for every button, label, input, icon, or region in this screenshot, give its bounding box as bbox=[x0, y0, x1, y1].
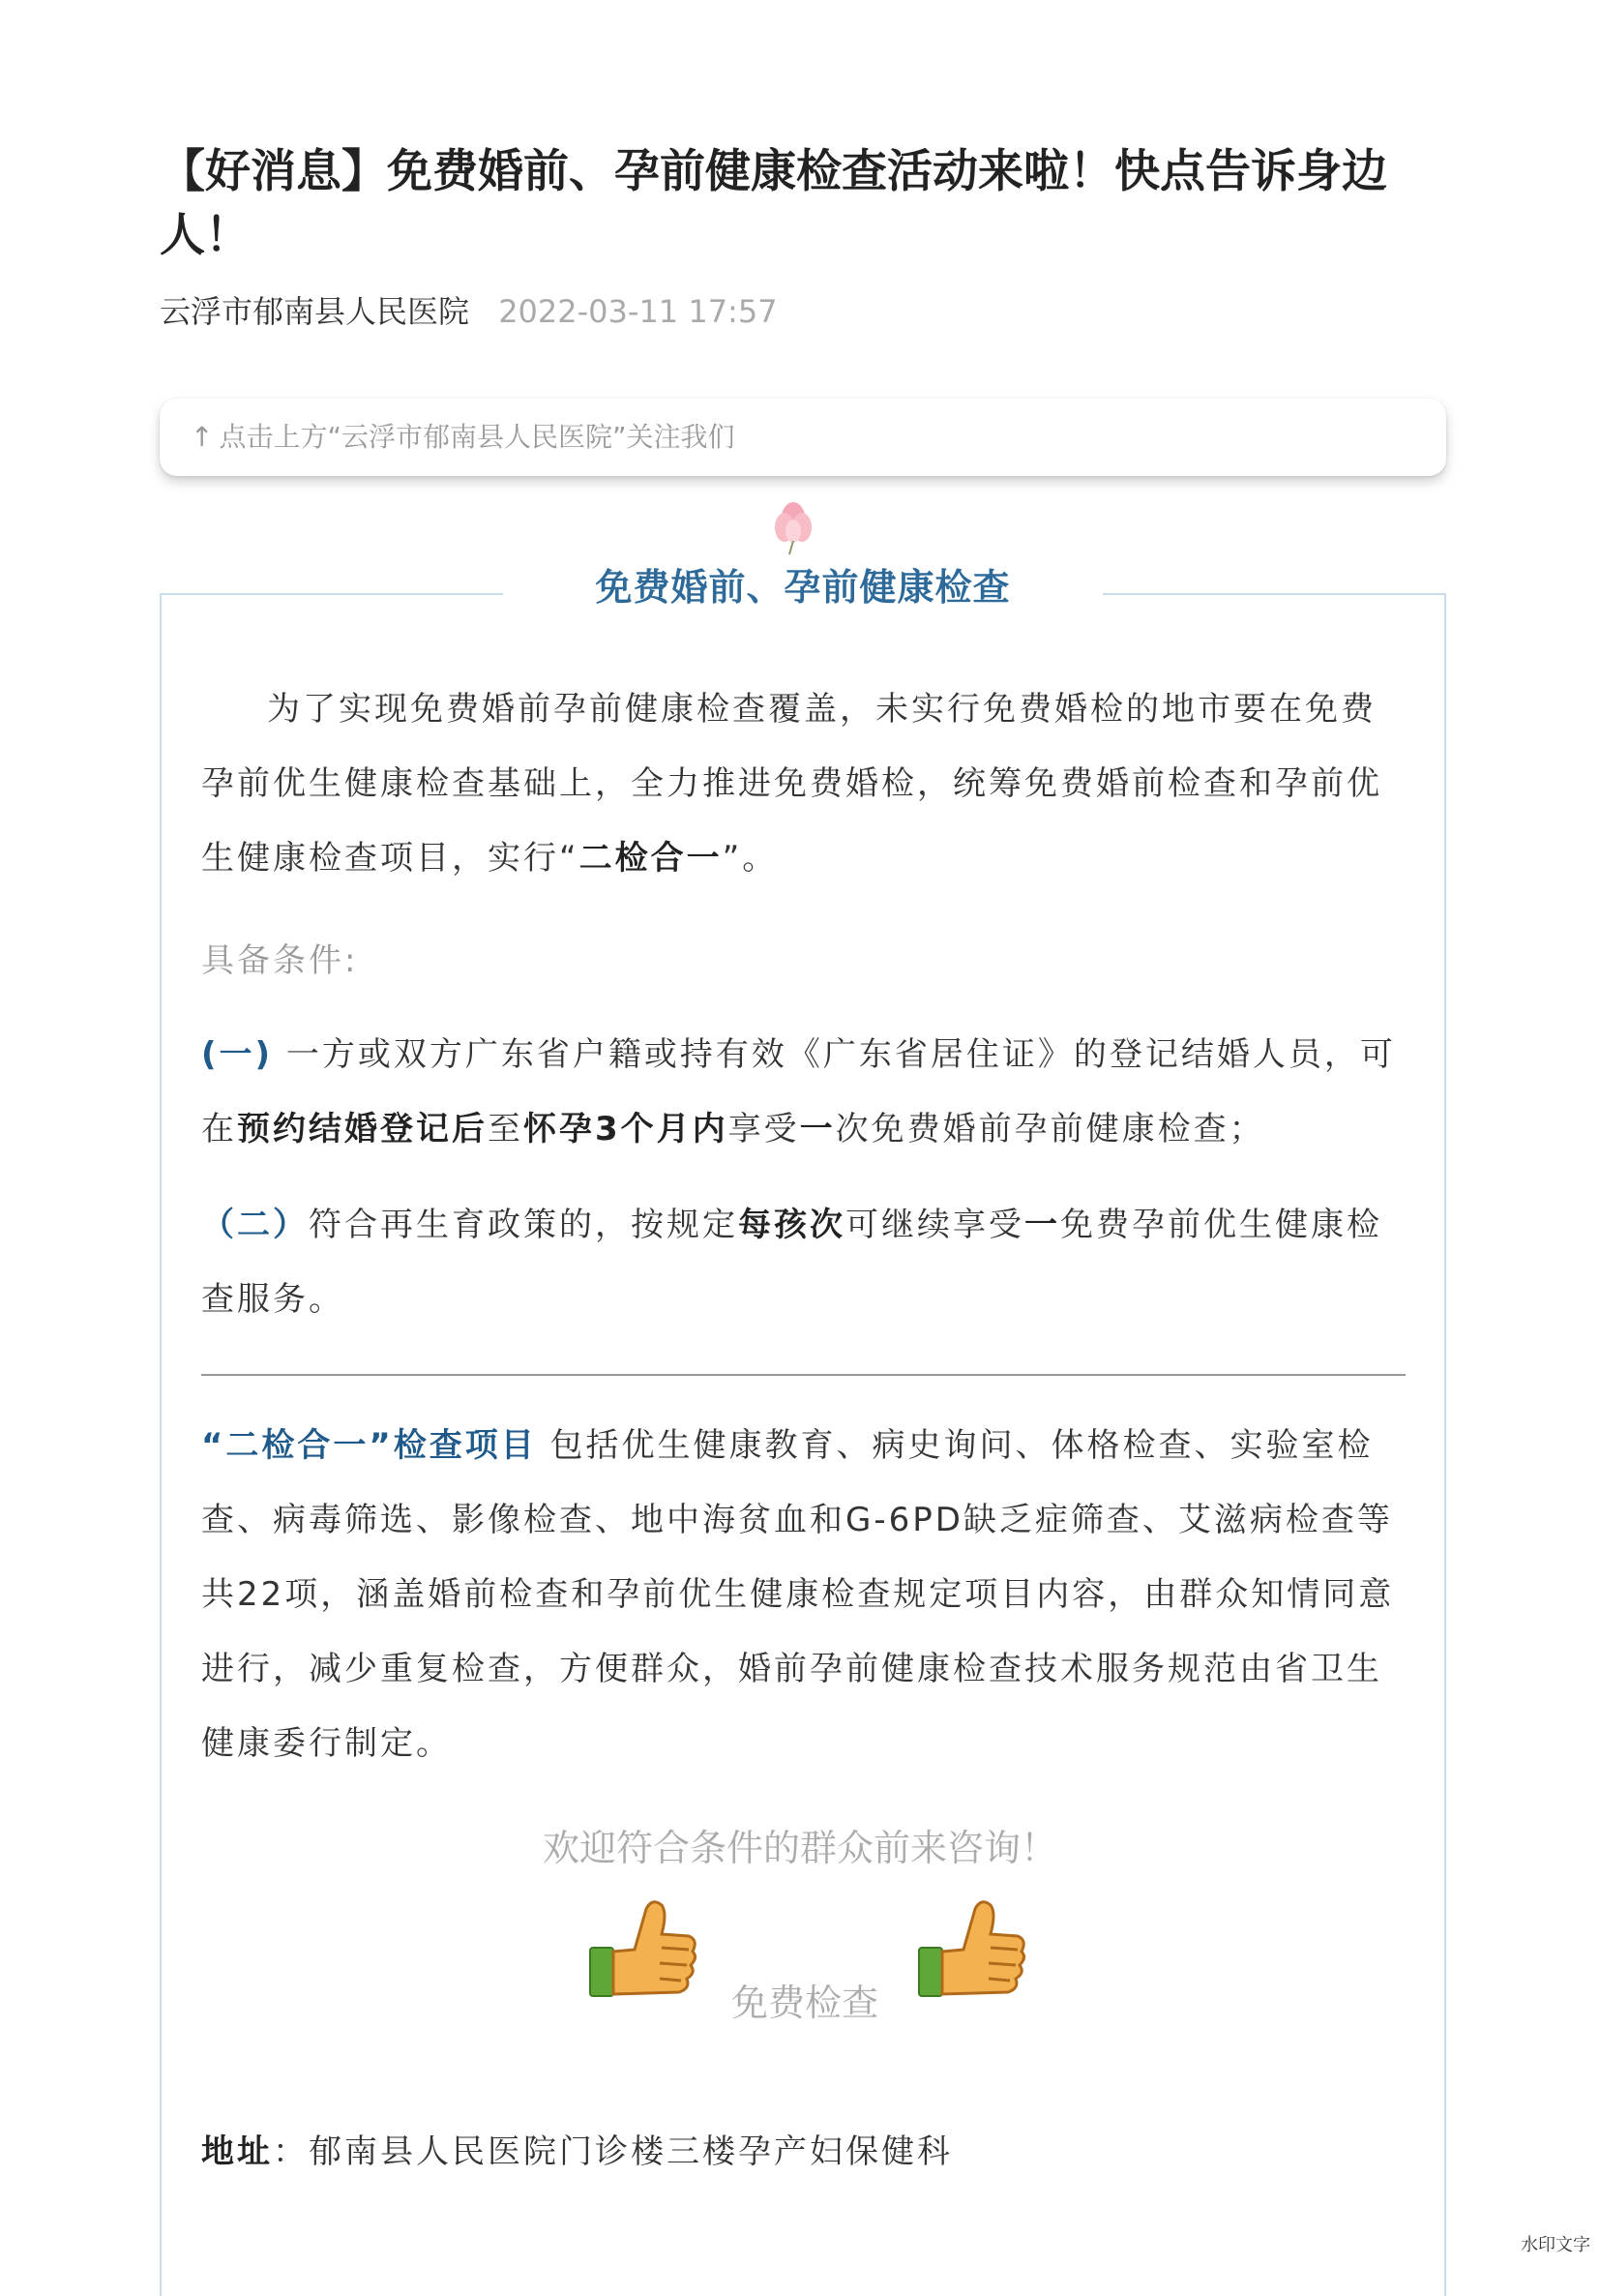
intro-highlight: 二检合一 bbox=[578, 839, 723, 878]
thumbs-up-icon bbox=[913, 1892, 1029, 2008]
condition-1: (一) 一方或双方广东省户籍或持有效《广东省居住证》的登记结婚人员，可在预约结婚登记后至怀孕3个月内享受一次免费婚前孕前健康检查； bbox=[201, 1035, 1396, 1148]
conditions-label: 具备条件: bbox=[201, 941, 359, 980]
section-header bbox=[503, 556, 1103, 618]
welcome-text: 欢迎符合条件的群众前来咨询！ bbox=[542, 1827, 1057, 1869]
free-check-label: 免费检查 bbox=[731, 1982, 879, 2024]
follow-banner[interactable] bbox=[160, 399, 1446, 476]
items-highlight: “二检合一”检查项目 bbox=[201, 1426, 537, 1465]
address-text: ：郁南县人民医院门诊楼三楼孕产妇保健科 bbox=[273, 2132, 953, 2171]
author-link[interactable]: 云浮市郁南县人民医院 bbox=[160, 293, 470, 330]
condition-2: （二）符合再生育政策的，按规定每孩次可继续享受一免费孕前优生健康检查服务。 bbox=[201, 1206, 1382, 1319]
watermark: 水印文字 bbox=[1521, 2235, 1590, 2255]
condition-2-number: （二） bbox=[201, 1206, 309, 1244]
address-line bbox=[201, 2115, 1406, 2190]
flower-icon bbox=[772, 498, 815, 556]
article-meta bbox=[160, 290, 778, 333]
address-label: 地址 bbox=[201, 2132, 273, 2171]
follow-text: 点击上方“云浮市郁南县人民医院”关注我们 bbox=[219, 421, 735, 453]
thumbs-up-icon bbox=[584, 1892, 700, 2008]
divider bbox=[201, 1374, 1406, 1376]
items-paragraph: “二检合一”检查项目 包括优生健康教育、病史询问、体格检查、实验室检查、病毒筛选、影像检查、地中海贫血和G-6PD缺乏症筛查、艾滋病检查等共22项，涵盖婚前检查和孕前优生健康检查规定项目内容，由群众知情同意进行，减少重复检查，方便群众，婚前孕前健康检查技术服务规范由省卫生健康委行制定。 bbox=[201, 1426, 1395, 1763]
article-title: 【好消息】免费婚前、孕前健康检查活动来啦！快点告诉身边人！ bbox=[160, 145, 1387, 262]
section-title: 免费婚前、孕前健康检查 bbox=[595, 566, 1011, 609]
intro-paragraph: 为了实现免费婚前孕前健康检查覆盖，未实行免费婚检的地市要在免费孕前优生健康检查基础上，全力推进免费婚检，统筹免费婚前检查和孕前优生健康检查项目，实行“二检合一”。 bbox=[201, 690, 1382, 878]
condition-1-number: (一) bbox=[201, 1035, 274, 1074]
arrow-up-icon: ↑ bbox=[191, 421, 214, 453]
publish-date: 2022-03-11 17:57 bbox=[498, 293, 778, 330]
